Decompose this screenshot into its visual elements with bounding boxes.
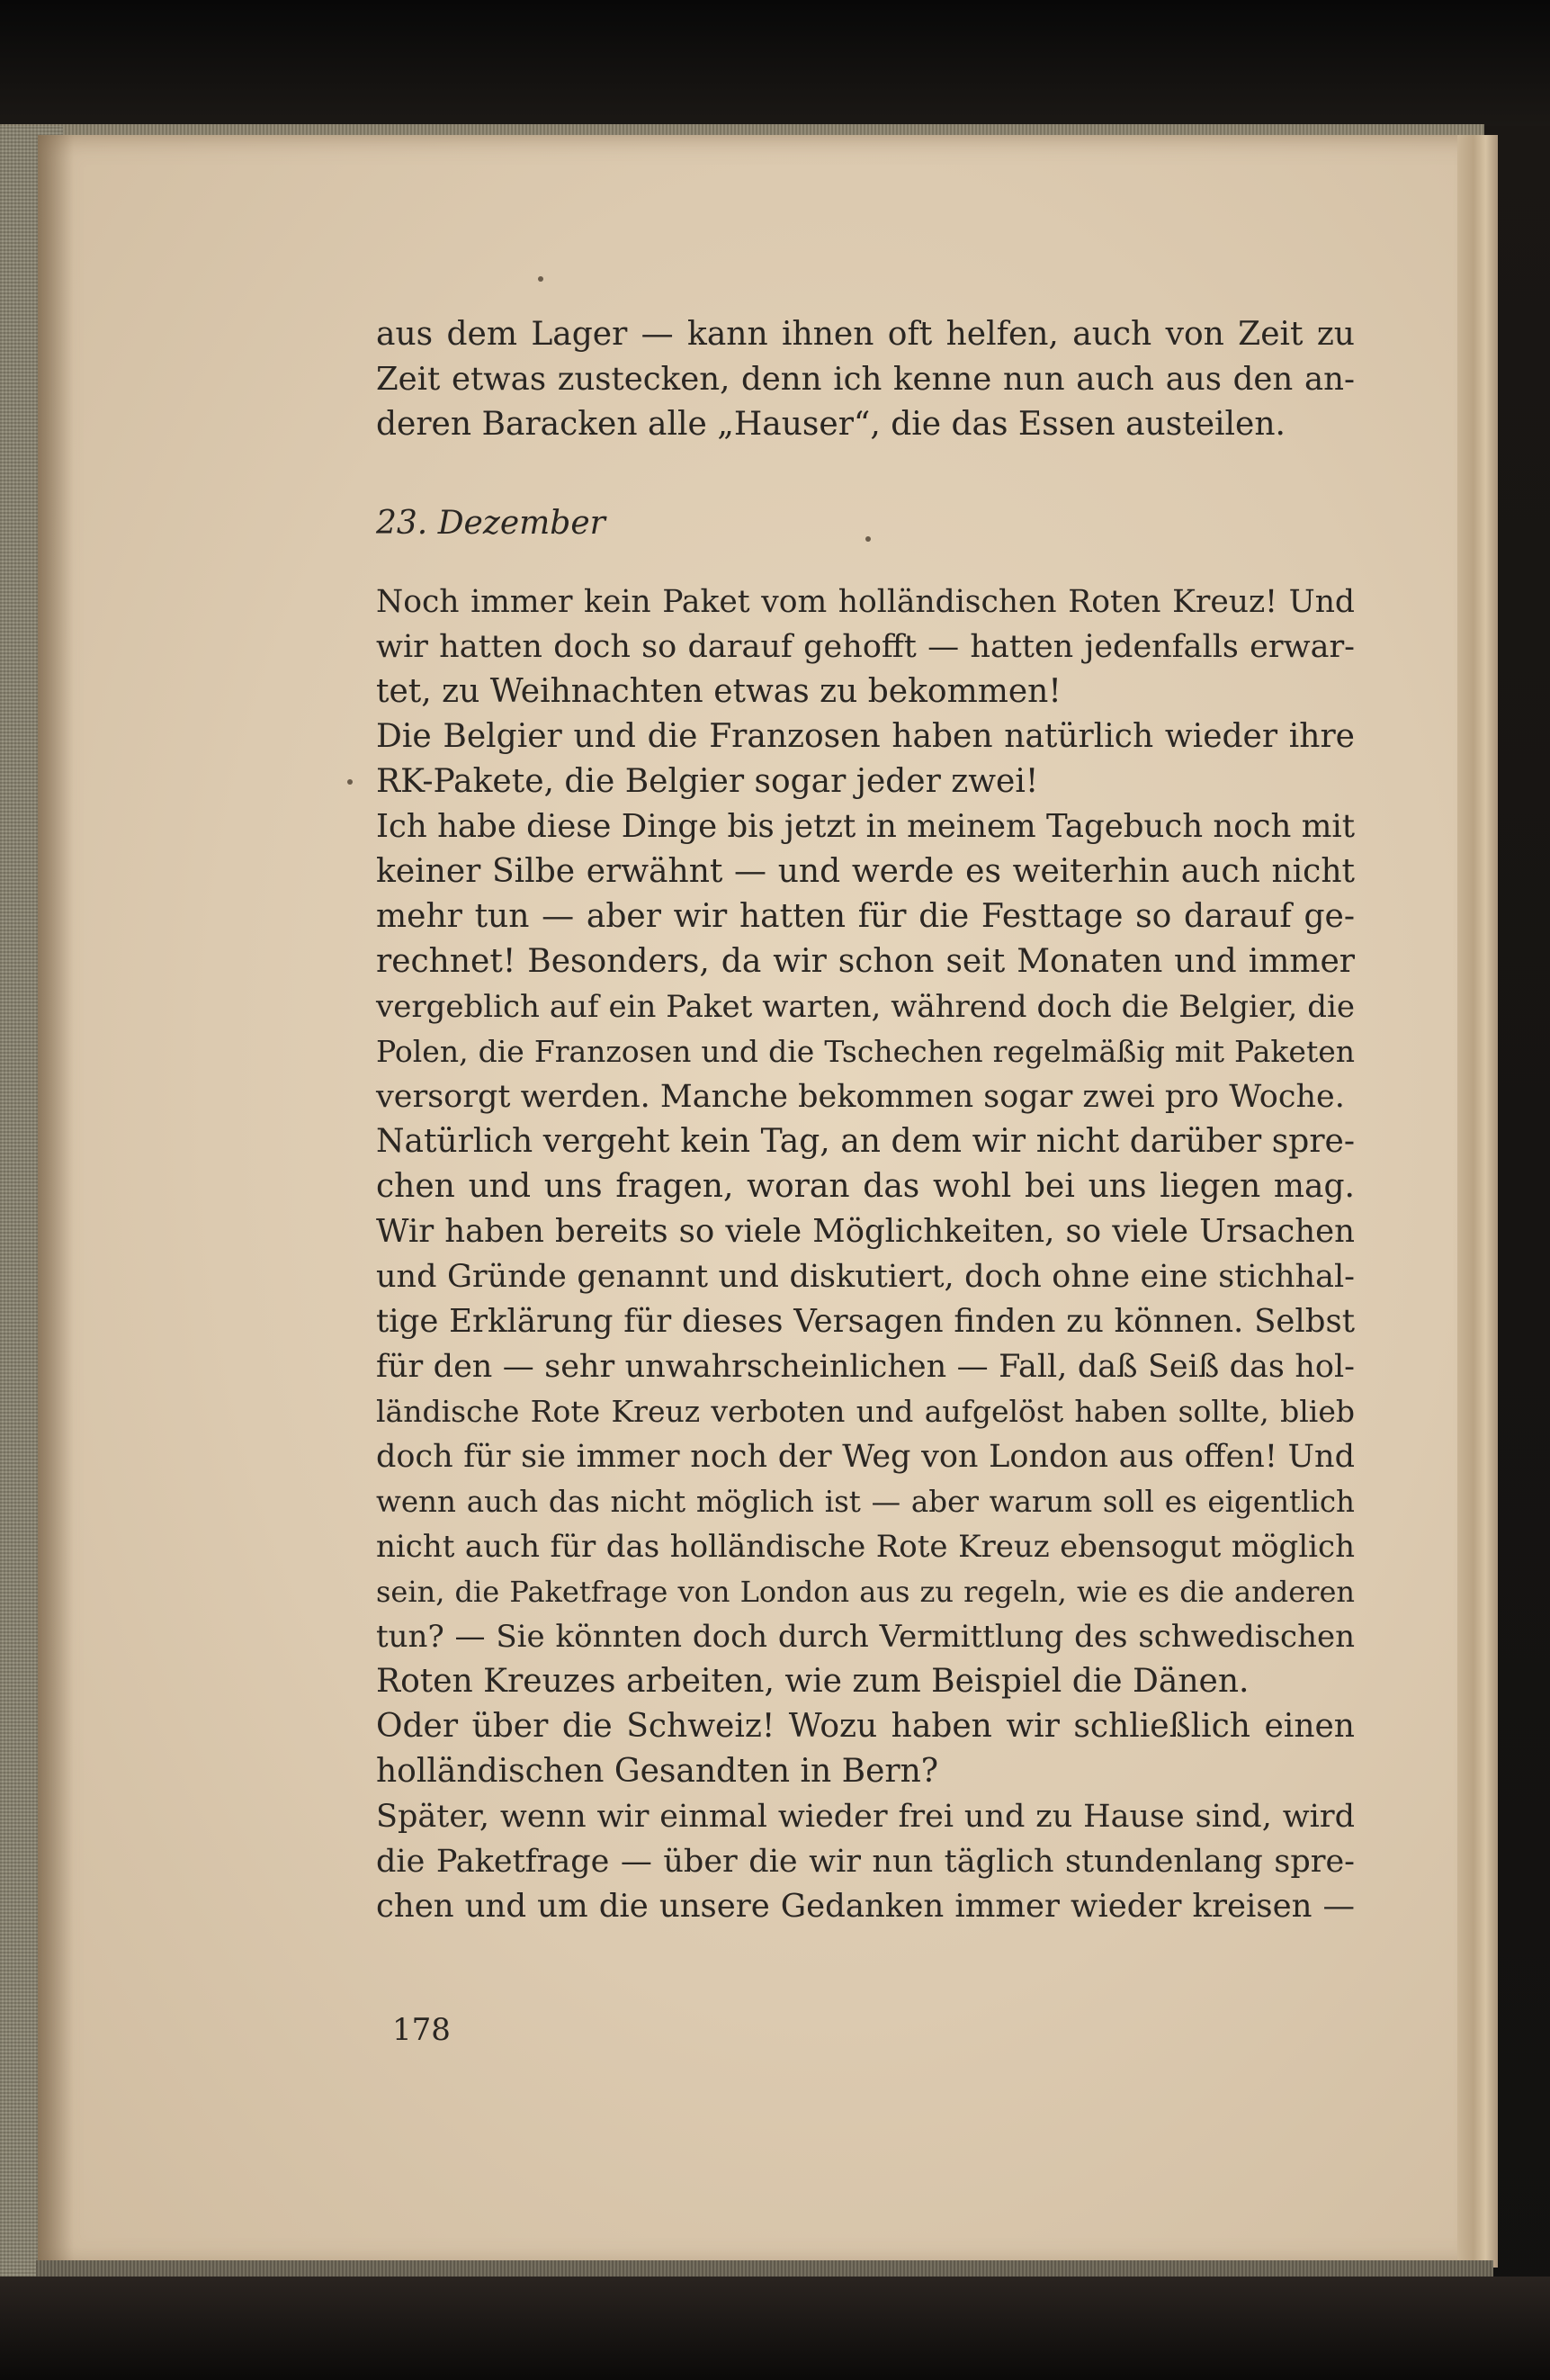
text-line: chen und um die unsere Gedanken immer wieder kreisen — [376,1888,1355,1925]
text-line: mehr tun — aber wir hatten für die Festtage so darauf ge- [376,898,1355,935]
text-line: für den — sehr unwahrscheinlichen — Fall, daß Seiß das hol- [376,1349,1355,1385]
text-line: tet, zu Weihnachten etwas zu bekommen! [376,673,1062,710]
text-line: Roten Kreuzes arbeiten, wie zum Beispiel die Dänen. [376,1663,1250,1700]
date-heading: 23. Dezember [376,505,605,542]
text-line: RK-Pakete, die Belgier sogar jeder zwei! [376,763,1039,800]
diary-entry [376,579,1355,1929]
spine-shadow [38,135,74,2268]
text-line: Die Belgier und die Franzosen haben natürlich wieder ihre [376,718,1355,755]
text-line: rechnet! Besonders, da wir schon seit Monaten und immer [376,943,1355,980]
text-line: keiner Silbe erwähnt — und werde es weiterhin auch nicht [376,853,1355,890]
text-line: doch für sie immer noch der Weg von London aus offen! Und [376,1439,1355,1475]
paper-speck [538,276,543,282]
paper-speck [347,779,353,785]
text-line: Oder über die Schweiz! Wozu haben wir schließlich einen [376,1708,1355,1745]
text-line: wenn auch das nicht möglich ist — aber warum soll es eigentlich [376,1485,1355,1519]
text-line: die Paketfrage — über die wir nun täglich stundenlang spre- [376,1844,1355,1880]
background-bottom [0,2277,1550,2380]
text-line: und Gründe genannt und diskutiert, doch ohne eine stichhal- [376,1259,1355,1295]
text-line: aus dem Lager — kann ihnen oft helfen, auch von Zeit zu [376,316,1355,353]
text-line: Noch immer kein Paket vom holländischen Roten Kreuz! Und [376,584,1355,620]
text-line: Polen, die Franzosen und die Tschechen regelmäßig mit Paketen [376,1034,1355,1069]
page-stack-edge [1457,135,1498,2268]
intro-paragraph [376,312,1355,447]
text-line: wir hatten doch so darauf gehofft — hatten jedenfalls erwar- [376,629,1355,665]
text-line: sein, die Paketfrage von London aus zu regeln, wie es die anderen [376,1575,1355,1609]
text-line: versorgt werden. Manche bekommen sogar zwei pro Woche. [376,1079,1345,1115]
text-line: deren Baracken alle „Hauser“, die das Essen austeilen. [376,406,1286,443]
text-line: tige Erklärung für dieses Versagen finden zu können. Selbst [376,1303,1355,1340]
text-line: nicht auch für das holländische Rote Kreuz ebensogut möglich [376,1529,1355,1565]
text-line: chen und uns fragen, woran das wohl bei uns liegen mag. [376,1168,1355,1205]
text-line: Später, wenn wir einmal wieder frei und zu Hause sind, wird [376,1799,1355,1835]
text-line: holländischen Gesandten in Bern? [376,1753,939,1790]
page-number: 178 [392,2012,451,2048]
text-line: Wir haben bereits so viele Möglichkeiten, so viele Ursachen [376,1213,1355,1250]
text-line: tun? — Sie könnten doch durch Vermittlung des schwedischen [376,1619,1355,1655]
text-line: Zeit etwas zustecken, denn ich kenne nun auch aus den an- [376,361,1355,398]
book-cover-bottom-edge [36,2260,1493,2278]
text-line: Ich habe diese Dinge bis jetzt in meinem Tagebuch noch mit [376,808,1355,845]
background-top [0,0,1550,126]
text-line: vergeblich auf ein Paket warten, während doch die Belgier, die [376,989,1355,1025]
text-line: ländische Rote Kreuz verboten und aufgelöst haben sollte, blieb [376,1394,1355,1429]
section-gap [376,447,1355,497]
text-line: Natürlich vergeht kein Tag, an dem wir nicht darüber spre- [376,1123,1355,1160]
page-text [376,312,1355,1929]
